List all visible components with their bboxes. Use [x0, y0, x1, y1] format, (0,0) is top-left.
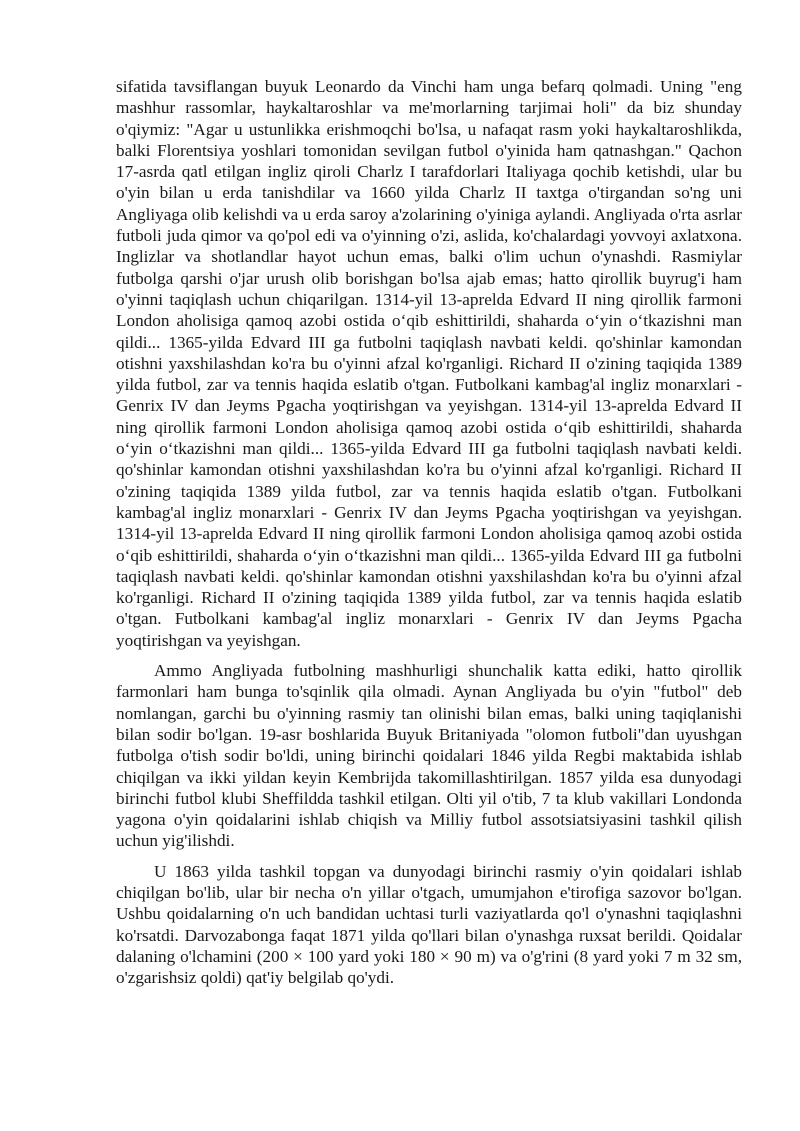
- paragraph-2: Ammo Angliyada futbolning mashhurligi shunchalik katta ediki, hatto qirollik farmonlari ham bunga to'sqinlik qila olmadi. Aynan Angliyada bu o'yin "futbol" deb nomlangan, garchi bu o'yinning rasmiy tan olinishi bilan emas, balki uning taqiqlanishi bilan sodir bo'lgan. 19-asr boshlarida Buyuk Britaniyada "olomon futboli"dan uyushgan futbolga o'tish sodir bo'ldi, uning birinchi qoidalari 1846 yilda Regbi maktabida ishlab chiqilgan va ikki yildan keyin Kembrijda takomillashtirilgan. 1857 yilda esa dunyodagi birinchi futbol klubi Sheffildda tashkil etilgan. Olti yil o'tib, 7 ta klub vakillari Londonda yagona o'yin qoidalarini ishlab chiqish va Milliy futbol assotsiatsiyasini tashkil qilish uchun yig'ilishdi.: [116, 661, 742, 851]
- paragraph-1: sifatida tavsiflangan buyuk Leonardo da Vinchi ham unga befarq qolmadi. Uning "eng mashhur rassomlar, haykaltaroshlar va me'morlarning tarjimai holi" da biz shunday o'qiymiz: "Agar u ustunlikka erishmoqchi bo'lsa, u nafaqat rasm yoki haykaltaroshlikda, balki Florentsiya yoshlari tomonidan sevilgan futbol o'yinida ham qatnashgan." Qachon 17-asrda qatl etilgan ingliz qiroli Charlz I tarafdorlari Italiyaga qochib ketishdi, ular bu o'yin bilan u erda tanishdilar va 1660 yilda Charlz II taxtga o'tirgandan so'ng uni Angliyaga olib kelishdi va u erda saroy a'zolarining o'yiniga aylandi. Angliyada o'rta asrlar futboli juda qimor va qo'pol edi va o'yinning o'zi, aslida, ko'chalardagi yovvoyi axlatxona. Inglizlar va shotlandlar hayot uchun emas, balki o'lim uchun o'ynashdi. Rasmiylar futbolga qarshi o'jar urush olib borishgan bo'lsa ajab emas; hatto qirollik buyrug'i ham o'yinni taqiqlash uchun chiqarilgan. 1314-yil 13-aprelda Edvard II ning qirollik farmoni London aholisiga qamoq azobi ostida o‘qib eshittirildi, shaharda o‘yin o‘tkazishni man qildi... 1365-yilda Edvard III ga futbolni taqiqlash navbati keldi. qo'shinlar kamondan otishni yaxshilashdan ko'ra bu o'yinni afzal ko'rganligi. Richard II o'zining taqiqida 1389 yilda futbol, zar va tennis haqida eslatib o'tgan. Futbolkani kambag'al ingliz monarxlari - Genrix IV dan Jeyms Pgacha yoqtirishgan va yeyishgan. 1314-yil 13-aprelda Edvard II ning qirollik farmoni London aholisiga qamoq azobi ostida o‘qib eshittirildi, shaharda o‘yin o‘tkazishni man qildi... 1365-yilda Edvard III ga futbolni taqiqlash navbati keldi. qo'shinlar kamondan otishni yaxshilashdan ko'ra bu o'yinni afzal ko'rganligi. Richard II o'zining taqiqida 1389 yilda futbol, zar va tennis haqida eslatib o'tgan. Futbolkani kambag'al ingliz monarxlari - Genrix IV dan Jeyms Pgacha yoqtirishgan va yeyishgan. 1314-yil 13-aprelda Edvard II ning qirollik farmoni London aholisiga qamoq azobi ostida o‘qib eshittirildi, shaharda o‘yin o‘tkazishni man qildi... 1365-yilda Edvard III ga futbolni taqiqlash navbati keldi. qo'shinlar kamondan otishni yaxshilashdan ko'ra bu o'yinni afzal ko'rganligi. Richard II o'zining taqiqida 1389 yilda futbol, zar va tennis haqida eslatib o'tgan. Futbolkani kambag'al ingliz monarxlari - Genrix IV dan Jeyms Pgacha yoqtirishgan va yeyishgan.: [116, 77, 742, 650]
- paragraph-3: U 1863 yilda tashkil topgan va dunyodagi birinchi rasmiy o'yin qoidalari ishlab chiqilgan bo'lib, ular bir necha o'n yillar o'tgach, umumjahon e'tirofiga sazovor bo'lgan. Ushbu qoidalarning o'n uch bandidan uchtasi turli vaziyatlarda qo'l o'ynashni taqiqlashni ko'rsatdi. Darvozabonga faqat 1871 yilda qo'llari bilan o'ynashga ruxsat berildi. Qoidalar dalaning o'lchamini (200 × 100 yard yoki 180 × 90 m) va o'g'rini (8 yard yoki 7 m 32 sm, o'zgarishsiz qoldi) qat'iy belgilab qo'ydi.: [116, 861, 742, 988]
- document-page: [116, 76, 742, 997]
